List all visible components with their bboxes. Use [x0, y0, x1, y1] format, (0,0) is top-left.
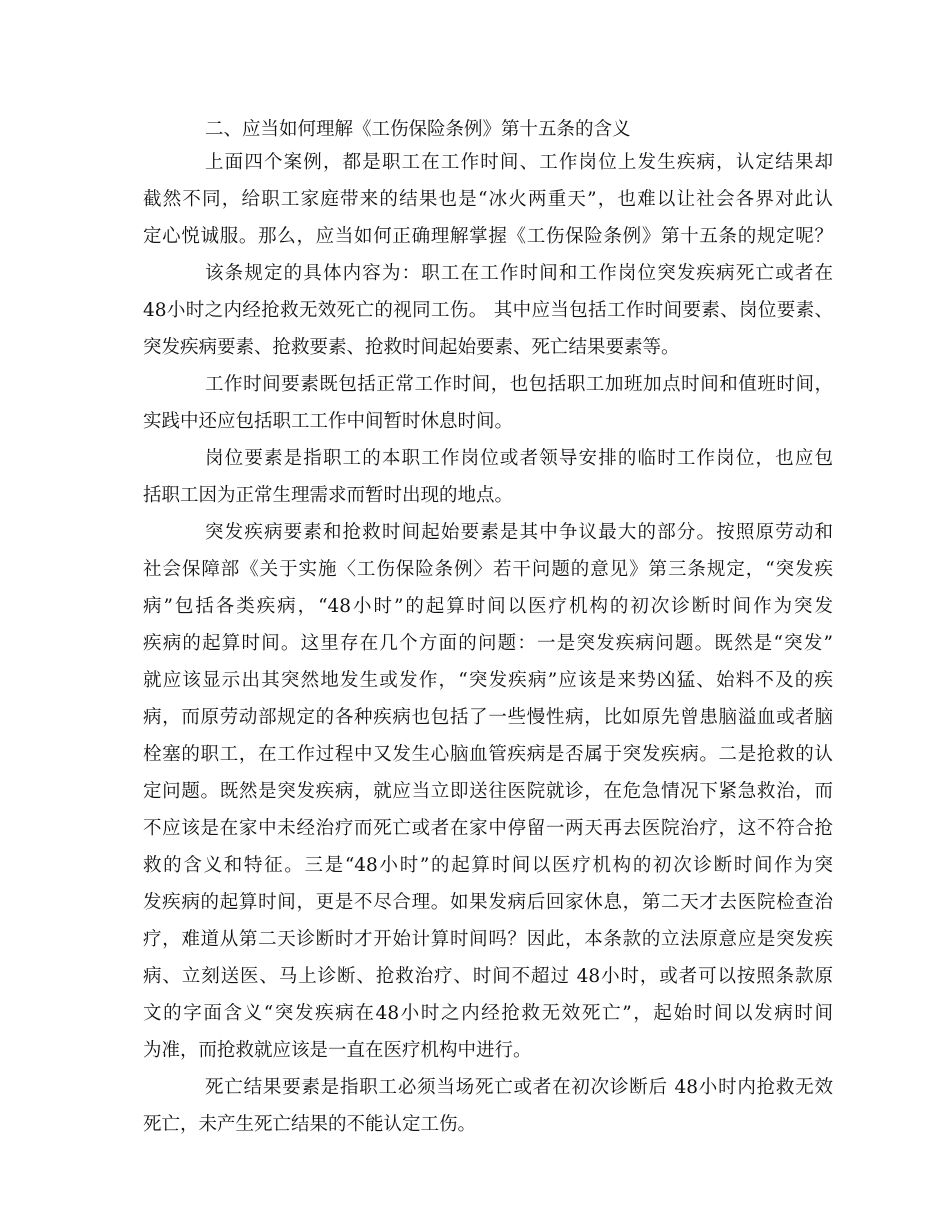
paragraph-line: 48小时之内经抢救无效死亡的视同工伤。 其中应当包括工作时间要素、岗位要素、: [143, 300, 833, 321]
paragraph-line: 突发疾病要素和抢救时间起始要素是其中争议最大的部分。按照原劳动和: [205, 522, 833, 543]
paragraph-line: 社会保障部《关于实施〈工伤保险条例〉若干问题的意见》第三条规定，“突发疾: [143, 559, 833, 580]
paragraph-line: 突发疾病要素、抢救要素、抢救时间起始要素、死亡结果要素等。: [143, 337, 680, 358]
paragraph-line: 定心悦诚服。那么，应当如何正确理解掌握《工伤保险条例》第十五条的规定呢？: [143, 226, 833, 247]
paragraph-line: 疾病的起算时间。这里存在几个方面的问题：一是突发疾病问题。既然是“突发”: [143, 633, 833, 654]
paragraph-line: 死亡，未产生死亡结果的不能认定工伤。: [143, 1114, 477, 1135]
paragraph-line: 为准，而抢救就应该是一直在医疗机构中进行。: [143, 1040, 532, 1061]
paragraph-line: 文的字面含义“突发疾病在48小时之内经抢救无效死亡”，起始时间以发病时间: [143, 1003, 833, 1024]
paragraph-line: 岗位要素是指职工的本职工作岗位或者领导安排的临时工作岗位，也应包: [205, 448, 833, 469]
paragraph-line: 疗，难道从第二天诊断时才开始计算时间吗？因此，本条款的立法原意应是突发疾: [143, 929, 833, 950]
paragraph-line: 截然不同，给职工家庭带来的结果也是“冰火两重天”，也难以让社会各界对此认: [143, 189, 833, 210]
paragraph-line: 定问题。既然是突发疾病，就应当立即送往医院就诊，在危急情况下紧急救治，而: [143, 781, 833, 802]
paragraph-line: 栓塞的职工，在工作过程中又发生心脑血管疾病是否属于突发疾病。二是抢救的认: [143, 744, 833, 765]
paragraph-line: 救的含义和特征。三是“48小时”的起算时间以医疗机构的初次诊断时间作为突: [143, 855, 833, 876]
paragraph-line: 上面四个案例，都是职工在工作时间、工作岗位上发生疾病，认定结果却: [205, 152, 833, 173]
paragraph-line: 病”包括各类疾病，“48小时”的起算时间以医疗机构的初次诊断时间作为突发: [143, 596, 833, 617]
paragraph-line: 死亡结果要素是指职工必须当场死亡或者在初次诊断后 48小时内抢救无效: [205, 1077, 833, 1098]
paragraph-line: 工作时间要素既包括正常工作时间，也包括职工加班加点时间和值班时间，: [205, 374, 833, 395]
paragraph-line: 病、立刻送医、马上诊断、抢救治疗、时间不超过 48小时，或者可以按照条款原: [143, 966, 833, 987]
paragraph-line: 不应该是在家中未经治疗而死亡或者在家中停留一两天再去医院治疗，这不符合抢: [143, 818, 833, 839]
paragraph-line: 病，而原劳动部规定的各种疾病也包括了一些慢性病，比如原先曾患脑溢血或者脑: [143, 707, 833, 728]
paragraph-line: 括职工因为正常生理需求而暂时出现的地点。: [143, 485, 514, 506]
section-heading: 二、应当如何理解《工伤保险条例》第十五条的含义: [205, 119, 631, 140]
paragraph-line: 该条规定的具体内容为：职工在工作时间和工作岗位突发疾病死亡或者在: [205, 263, 833, 284]
paragraph-line: 就应该显示出其突然地发生或发作，“突发疾病”应该是来势凶猛、始料不及的疾: [143, 670, 833, 691]
paragraph-line: 发疾病的起算时间，更是不尽合理。如果发病后回家休息，第二天才去医院检查治: [143, 892, 833, 913]
paragraph-line: 实践中还应包括职工工作中间暂时休息时间。: [143, 411, 514, 432]
